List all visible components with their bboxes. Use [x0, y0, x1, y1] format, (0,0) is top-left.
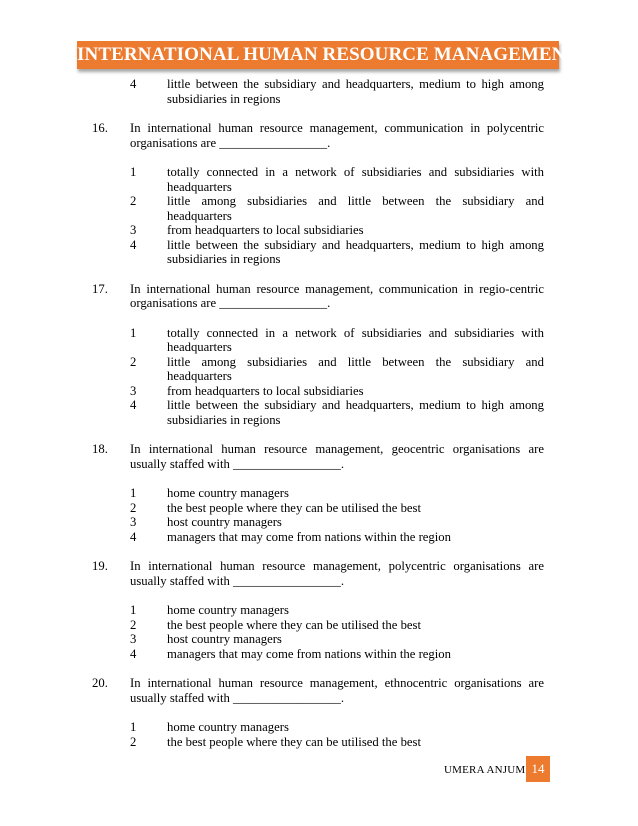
option-text: totally connected in a network of subsidiaries and subsidiaries with headquarters: [167, 325, 544, 354]
option-text: little between the subsidiary and headquarters, medium to high among subsidiaries in regions: [167, 77, 544, 106]
option: [130, 384, 544, 399]
option: [130, 603, 544, 618]
question-20: [92, 676, 544, 705]
option: [130, 530, 544, 545]
question-number: 18.: [92, 442, 108, 456]
option-number: 3: [130, 383, 137, 398]
question-text: In international human resource management, ethnocentric organisations are usually staffed with _________________.: [130, 676, 544, 705]
option: [130, 238, 544, 267]
option: [130, 355, 544, 384]
option-number: 2: [130, 500, 137, 515]
option: [130, 165, 544, 194]
question-text: In international human resource management, communication in polycentric organisations are _________________.: [130, 121, 544, 150]
option-text: little between the subsidiary and headquarters, medium to high among subsidiaries in regions: [167, 237, 544, 266]
option-number: 4: [130, 398, 137, 412]
option: [130, 647, 544, 662]
option: [130, 515, 544, 530]
question-text: In international human resource management, geocentric organisations are usually staffed with _________________.: [130, 442, 544, 471]
option: [130, 618, 544, 633]
option-text: the best people where they can be utilised the best: [167, 617, 422, 632]
header-bar: [77, 41, 579, 69]
option-text: from headquarters to local subsidiaries: [167, 383, 364, 398]
footer-author: UMERA ANJUM: [444, 764, 526, 776]
option-number: 1: [130, 325, 137, 340]
option-number: 2: [130, 354, 137, 369]
option-text: managers that may come from nations within the region: [167, 646, 451, 661]
option-number: 4: [130, 529, 137, 544]
option: [130, 326, 544, 355]
carryover-option: [130, 77, 544, 106]
option-text: home country managers: [167, 720, 289, 734]
option-text: from headquarters to local subsidiaries: [167, 223, 364, 237]
option-number: 3: [130, 223, 137, 237]
option: [130, 194, 544, 223]
option-text: home country managers: [167, 603, 289, 617]
option-text: little among subsidiaries and little between the subsidiary and headquarters: [167, 194, 544, 223]
question-number: 19.: [92, 559, 108, 573]
option-number: 3: [130, 515, 137, 529]
option-text: managers that may come from nations within the region: [167, 529, 451, 544]
option-number: 1: [130, 720, 137, 734]
option-number: 4: [130, 77, 137, 91]
option-text: host country managers: [167, 632, 282, 646]
page-title: INTERNATIONAL HUMAN RESOURCE MANAGEMENT: [77, 44, 579, 65]
option-text: host country managers: [167, 515, 282, 529]
question-number: 16.: [92, 121, 108, 135]
option-text: little between the subsidiary and headquarters, medium to high among subsidiaries in regions: [167, 398, 544, 427]
option: [130, 501, 544, 516]
question-19: [92, 559, 544, 588]
option: [130, 720, 544, 735]
option: [130, 632, 544, 647]
question-text: In international human resource management, communication in regio-centric organisations are _________________.: [130, 281, 544, 310]
question-16: [92, 121, 544, 150]
option-number: 4: [130, 237, 137, 252]
option-number: 3: [130, 632, 137, 646]
question-number: 20.: [92, 676, 108, 690]
option-number: 2: [130, 734, 137, 749]
option: [130, 223, 544, 238]
option-number: 4: [130, 646, 137, 661]
question-text: In international human resource management, polycentric organisations are usually staffed with _________________.: [130, 559, 544, 588]
question-18: [92, 442, 544, 471]
question-17: [92, 282, 544, 311]
option-text: the best people where they can be utilised the best: [167, 500, 422, 515]
question-number: 17.: [92, 281, 108, 296]
option-text: totally connected in a network of subsidiaries and subsidiaries with headquarters: [167, 165, 544, 194]
question-list: [92, 77, 544, 749]
option: [130, 486, 544, 501]
page-number-badge: 14: [526, 756, 550, 782]
option-number: 1: [130, 165, 137, 179]
option-text: home country managers: [167, 486, 289, 500]
option-text: little among subsidiaries and little between the subsidiary and headquarters: [167, 354, 544, 383]
option-number: 1: [130, 486, 137, 500]
option-number: 1: [130, 603, 137, 617]
option-number: 2: [130, 617, 137, 632]
option-number: 2: [130, 194, 137, 208]
option-text: the best people where they can be utilised the best: [167, 734, 422, 749]
option: [130, 398, 544, 427]
option: [130, 735, 544, 750]
